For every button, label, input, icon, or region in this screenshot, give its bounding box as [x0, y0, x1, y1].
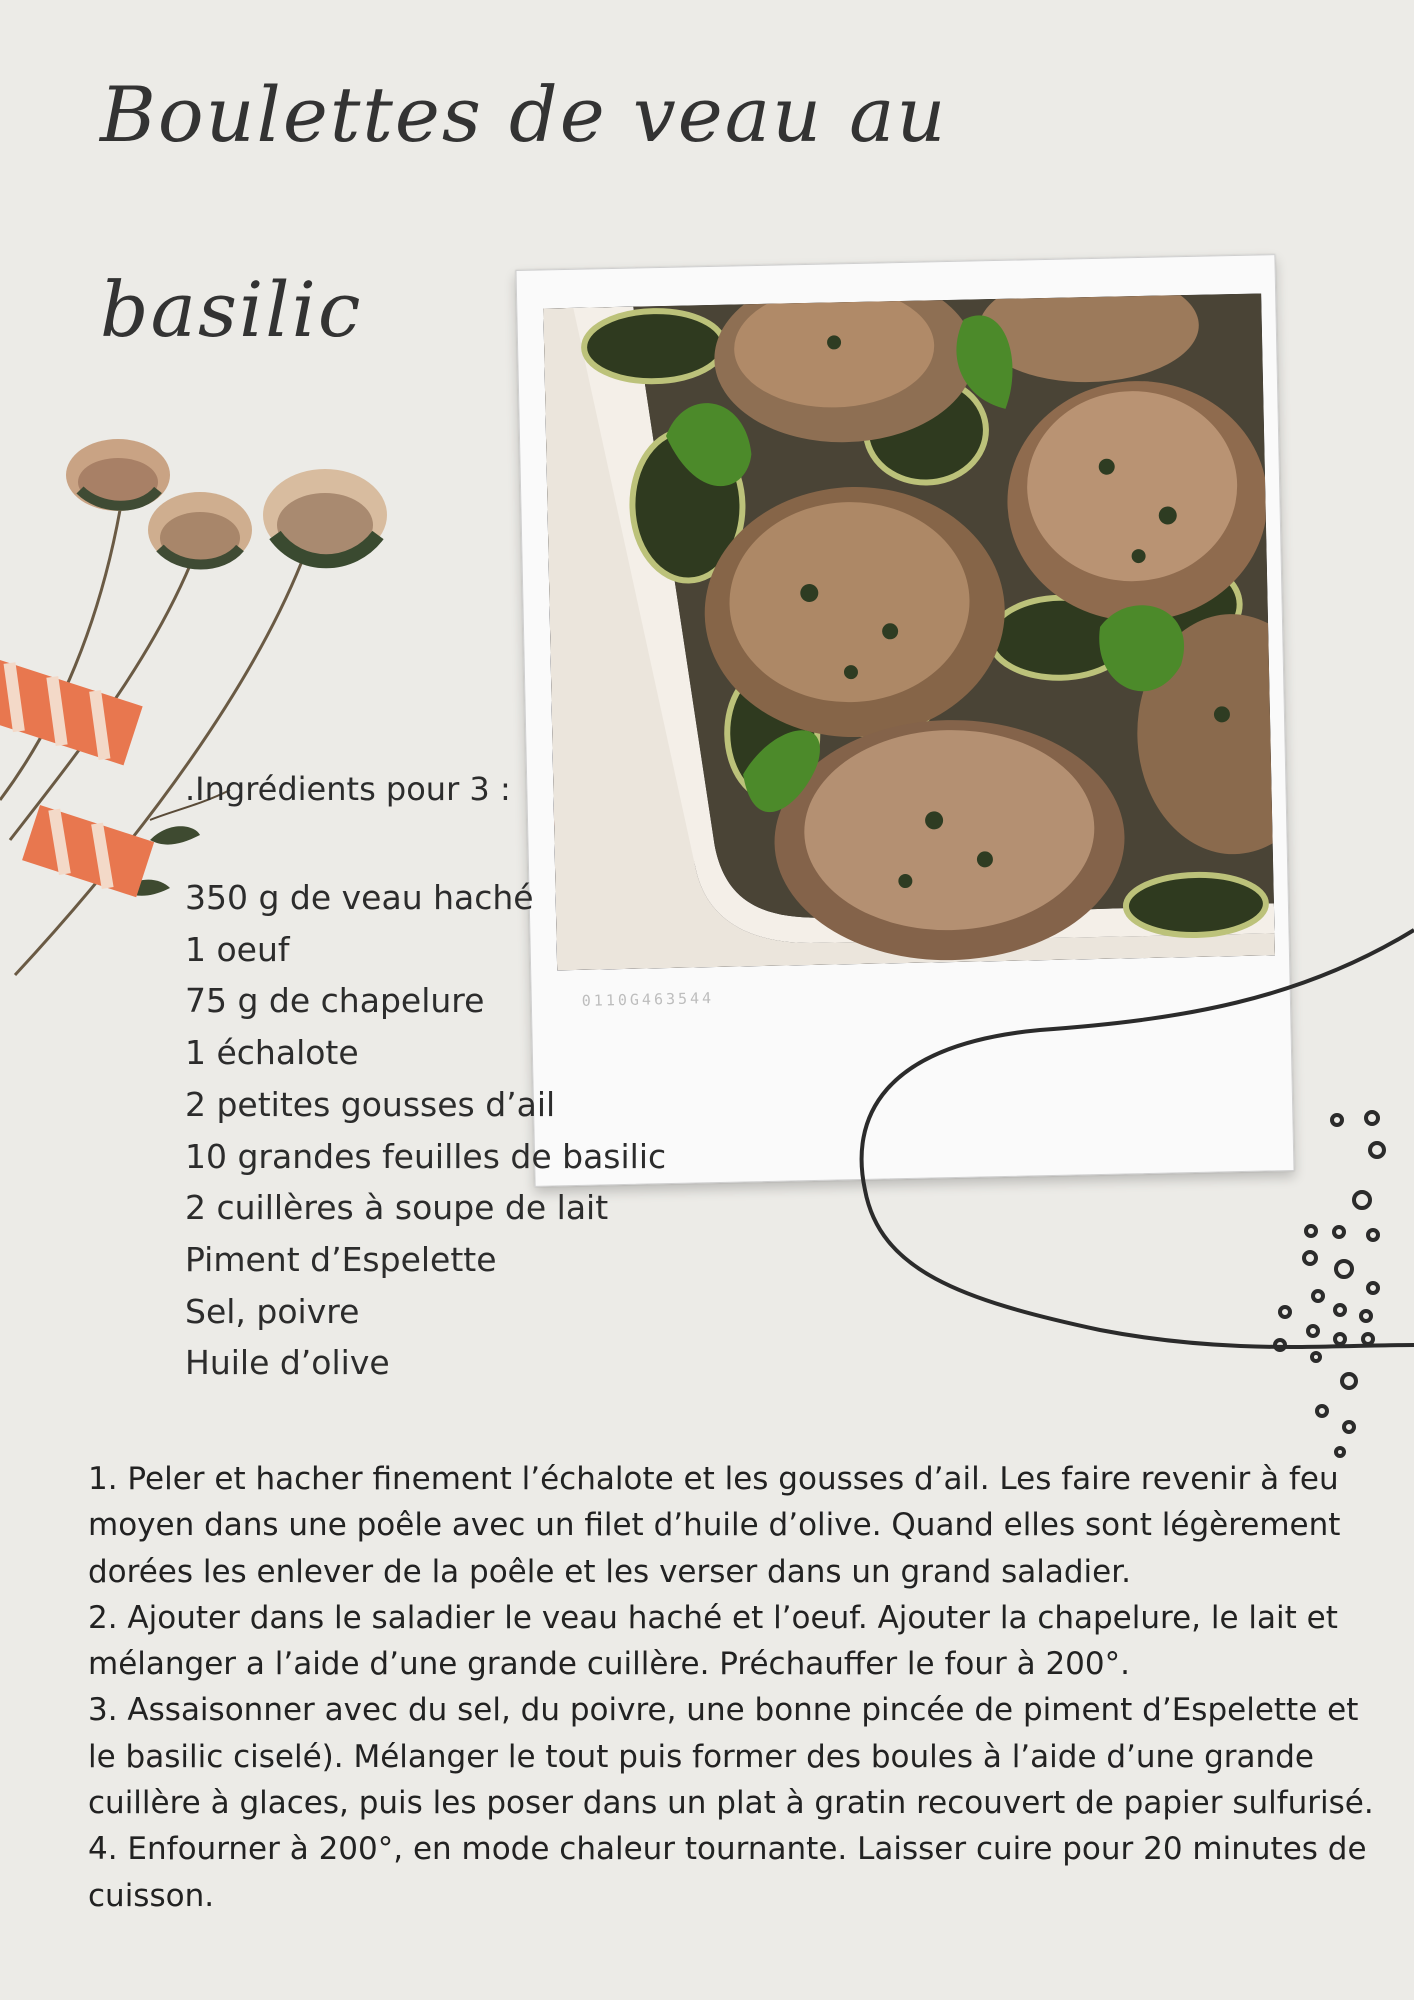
flower-head-1 — [66, 439, 170, 511]
ingredient-item: 10 grandes feuilles de basilic — [185, 1136, 667, 1176]
ingredient-item: 1 échalote — [185, 1033, 359, 1073]
ingredients-heading: .Ingrédients pour 3 : — [185, 770, 511, 808]
recipe-title-line-1: Boulettes de veau au — [100, 70, 948, 159]
recipe-step-2: 2. Ajouter dans le saladier le veau haché et l’oeuf. Ajouter la chapelure, le lait et mélanger a l’aide d’une grande cuillère. Préchauffer le four à 200°. — [88, 1599, 1338, 1683]
recipe-title-line-2: basilic — [100, 265, 363, 354]
ingredient-item: 350 g de veau haché — [185, 878, 534, 917]
recipe-step-4: 4. Enfourner à 200°, en mode chaleur tournante. Laisser cuire pour 20 minutes de cuisson. — [88, 1831, 1367, 1914]
ingredient-item: 1 oeuf — [185, 929, 290, 969]
ingredient-item: 75 g de chapelure — [185, 981, 485, 1021]
photo-film-code: 0110G463544 — [581, 989, 715, 1010]
washi-tape-bottom — [22, 805, 154, 897]
meatballs-photo — [543, 293, 1275, 970]
flower-head-2 — [148, 492, 252, 568]
recipe-step-3: 3. Assaisonner avec du sel, du poivre, une bonne pincée de piment d’Espelette et le basilic ciselé). Mélanger le tout puis former des boules à l’aide d’une grande cuillère à glaces, puis les poser dans un plat à gratin recouvert de papier sulfurisé. — [88, 1692, 1374, 1822]
recipe-steps — [88, 1456, 1388, 1919]
ingredient-item: Piment d’Espelette — [185, 1239, 497, 1279]
ingredient-item: 2 petites gousses d’ail — [185, 1084, 556, 1124]
ingredient-item: Huile d’olive — [185, 1343, 390, 1383]
recipe-step-1: 1. Peler et hacher finement l’échalote et les gousses d’ail. Les faire revenir à feu moyen dans une poêle avec un filet d’huile d’olive. Quand elles sont légèrement dorées les enlever de la poêle et les verser dans un grand saladier. — [88, 1461, 1341, 1590]
ingredient-item: 2 cuillères à soupe de lait — [185, 1188, 609, 1228]
flower-head-3 — [263, 469, 387, 561]
meatballs-image — [543, 293, 1275, 970]
ingredient-item: Sel, poivre — [185, 1291, 360, 1331]
ingredients-list — [185, 872, 666, 1389]
